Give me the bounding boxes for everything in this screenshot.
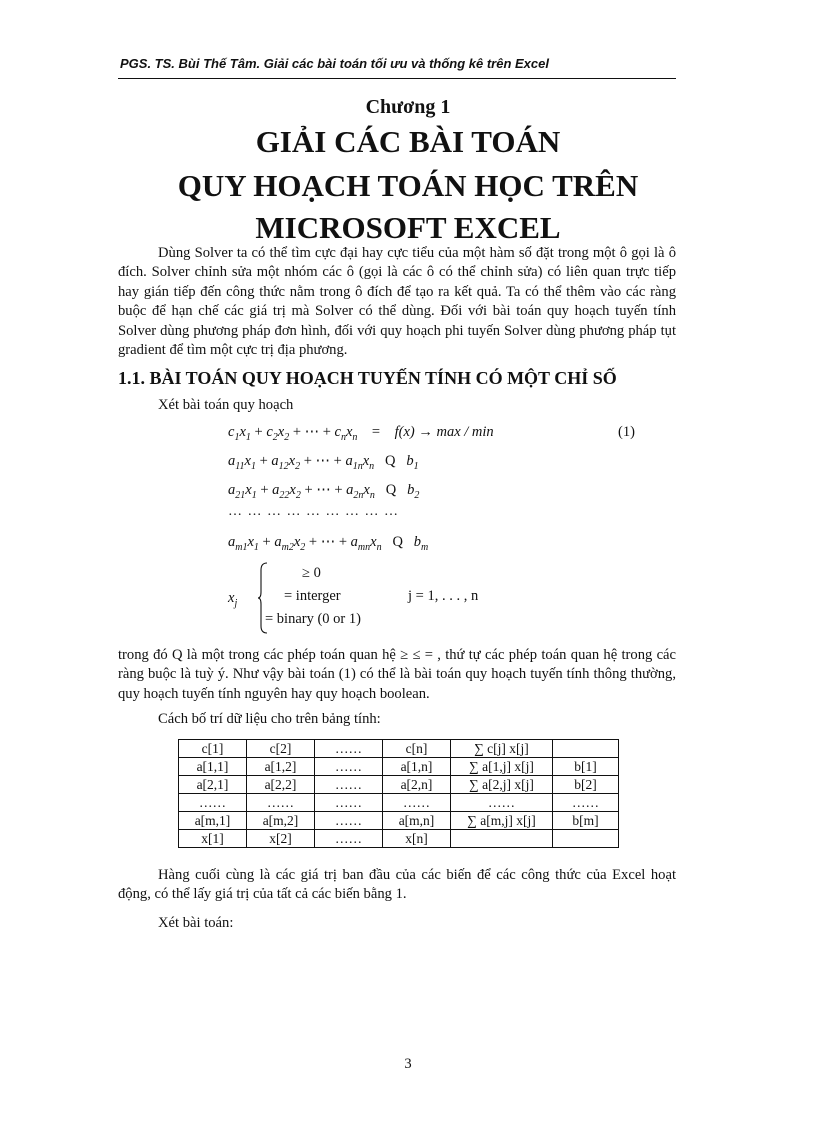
- constraint-1: $a_{11}x_1 + a_{12}x_2$ + ⋯ + $a_{1n}x_n$ Q $b_1$: [228, 453, 419, 472]
- table-cell: ∑ c[j] x[j]: [451, 740, 553, 758]
- table-cell: ……: [179, 794, 247, 812]
- header-rule: [118, 78, 676, 79]
- objective-rhs: f(x) → max / min: [394, 424, 494, 440]
- relation-symbol: Q: [392, 534, 403, 550]
- table-row: [179, 776, 619, 794]
- objective-function: $c_1x_1 + c_2x_2$ + ⋯ + $c_nx_n$ = f(x) → max / min: [228, 424, 494, 443]
- section-heading: 1.1. BÀI TOÁN QUY HOẠCH TUYẾN TÍNH CÓ MỘT CHỈ SỐ: [118, 368, 617, 388]
- chapter-title-line-3: MICROSOFT EXCEL: [255, 210, 561, 245]
- table-cell: ……: [315, 776, 383, 794]
- constraint-2: $a_{21}x_1 + a_{22}x_2$ + ⋯ + $a_{2n}x_n$ Q $b_2$: [228, 482, 420, 501]
- table-cell: [553, 830, 619, 848]
- chapter-title-line-2: QUY HOẠCH TOÁN HỌC TRÊN: [177, 168, 639, 203]
- table-cell: x[2]: [247, 830, 315, 848]
- table-cell: ……: [315, 758, 383, 776]
- table-row: [179, 758, 619, 776]
- case-binary: = binary (0 or 1): [265, 611, 361, 627]
- table-cell: c[n]: [383, 740, 451, 758]
- constraint-m: $a_{m1}x_1 + a_{m2}x_2$ + ⋯ + $a_{mn}x_n$ Q $b_m$: [228, 534, 429, 553]
- case-nonnegative: ≥ 0: [302, 565, 321, 581]
- chapter-label: Chương 1: [365, 96, 451, 118]
- table-cell: x[1]: [179, 830, 247, 848]
- table-row: [179, 830, 619, 848]
- table-cell: a[m,1]: [179, 812, 247, 830]
- consider-problem: Xét bài toán:: [158, 915, 234, 931]
- chapter-title-line-1: GIẢI CÁC BÀI TOÁN: [255, 124, 561, 159]
- layout-intro: Cách bố trí dữ liệu cho trên bảng tính:: [158, 711, 381, 727]
- table-cell: ……: [383, 794, 451, 812]
- table-cell: ∑ a[m,j] x[j]: [451, 812, 553, 830]
- table-cell: [553, 740, 619, 758]
- table-row: [179, 740, 619, 758]
- table-cell: a[1,1]: [179, 758, 247, 776]
- table-cell: ……: [315, 794, 383, 812]
- data-layout-table: [178, 739, 619, 848]
- dots-row: … … … … … … … … …: [228, 504, 399, 519]
- index-range: j = 1, . . . , n: [408, 588, 479, 604]
- intro-paragraph: Dùng Solver ta có thể tìm cực đại hay cực tiểu của một hàm số đặt trong một ô gọi là ô đích. Solver chỉnh sửa một nhóm các ô (gọi là các ô có thể chỉnh sửa) có liên quan trực tiếp hay gián tiếp đến công thức nằm trong ô đích để tạo ra kết quả. Ta có thể thêm vào các ràng buộc để hạn chế các giá trị mà Solver có thể dùng. Đối với bài toán quy hoạch tuyến tính Solver dùng phương pháp đơn hình, đối với quy hoạch phi tuyến Solver dùng phương pháp tụt gradient để tìm một cực trị địa phương.: [118, 245, 676, 359]
- problem-intro: Xét bài toán quy hoạch: [158, 397, 294, 413]
- table-row: [179, 812, 619, 830]
- table-cell: [451, 830, 553, 848]
- variable-label: $x_j$: [228, 590, 238, 609]
- table-cell: a[2,1]: [179, 776, 247, 794]
- case-integer: = interger: [284, 588, 341, 604]
- table-cell: c[2]: [247, 740, 315, 758]
- table-cell: a[1,n]: [383, 758, 451, 776]
- relation-symbol: Q: [385, 482, 397, 498]
- table-cell: a[2,2]: [247, 776, 315, 794]
- table-cell: b[2]: [553, 776, 619, 794]
- table-cell: ∑ a[1,j] x[j]: [451, 758, 553, 776]
- table-cell: ∑ a[2,j] x[j]: [451, 776, 553, 794]
- table-row: [179, 794, 619, 812]
- explanation-paragraph: trong đó Q là một trong các phép toán quan hệ ≥ ≤ = , thứ tự các phép toán quan hệ trong các ràng buộc là tuỳ ý. Như vậy bài toán (1) có thể là bài toán quy hoạch tuyến tính thông thường, quy hoạch tuyến tính nguyên hay quy hoạch boolean.: [118, 647, 676, 702]
- table-cell: c[1]: [179, 740, 247, 758]
- table-cell: a[m,2]: [247, 812, 315, 830]
- table-cell: ……: [451, 794, 553, 812]
- final-paragraph: Hàng cuối cùng là các giá trị ban đầu của các biến để các công thức của Excel hoạt động, có thể lấy giá trị của tất cả các biến bằng 1.: [118, 867, 676, 903]
- equation-number: (1): [618, 424, 635, 440]
- table-cell: ……: [553, 794, 619, 812]
- table-cell: ……: [315, 740, 383, 758]
- table-cell: a[m,n]: [383, 812, 451, 830]
- running-header: PGS. TS. Bùi Thế Tâm. Giải các bài toán tối ưu và thống kê trên Excel: [120, 56, 549, 71]
- table-cell: b[1]: [553, 758, 619, 776]
- table-cell: a[1,2]: [247, 758, 315, 776]
- table-cell: ……: [247, 794, 315, 812]
- table-cell: b[m]: [553, 812, 619, 830]
- table-cell: x[n]: [383, 830, 451, 848]
- page-number: 3: [404, 1056, 412, 1072]
- relation-symbol: Q: [385, 453, 396, 469]
- table-cell: a[2,n]: [383, 776, 451, 794]
- table-cell: ……: [315, 830, 383, 848]
- table-cell: ……: [315, 812, 383, 830]
